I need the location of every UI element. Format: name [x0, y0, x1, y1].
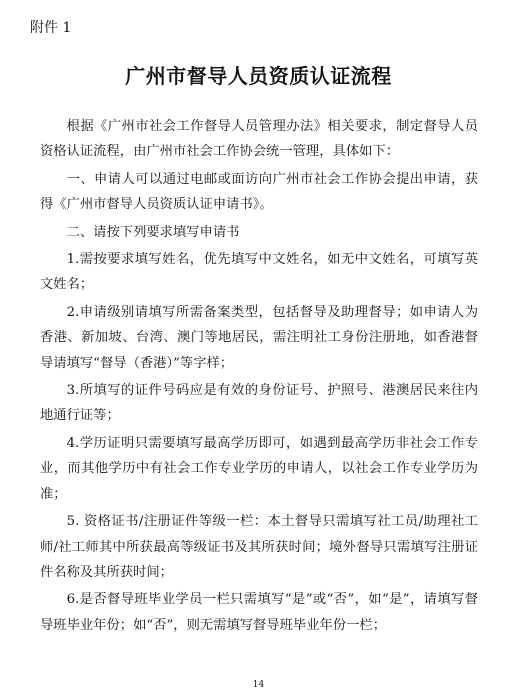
annex-label: 附件 1	[30, 20, 72, 36]
paragraph-item-2: 2.申请级别请填写所需备案类型，包括督导及助理督导；如申请人为香港、新加坡、台湾、澳门等地居民，需注明社工身份注册地，如香港督导请填写“督导（香港）”等字样；	[40, 304, 478, 371]
document-body	[40, 114, 478, 640]
paragraph-step-2-heading: 二、请按下列要求填写申请书	[66, 224, 240, 240]
paragraph-item-4: 4.学历证明只需要填写最高学历即可，如遇到最高学历非社会工作专业，而其他学历中有社会工作专业学历的申请人，以社会工作专业学历为准；	[40, 435, 478, 502]
paragraph-step-1: 一、申请人可以通过电邮或面访向广州市社会工作协会提出申请，获得《广州市督导人员资质认证申请书》。	[40, 171, 478, 213]
paragraph-item-1: 1.需按要求填写姓名，优先填写中文姓名，如无中文姓名，可填写英文姓名；	[40, 252, 478, 293]
paragraph-intro: 根据《广州市社会工作督导人员管理办法》相关要求，制定督导人员资格认证流程，由广州市社会工作协会统一管理，具体如下：	[40, 119, 478, 160]
paragraph-item-3: 3.所填写的证件号码应是有效的身份证号、护照号、港澳居民来往内地通行证等；	[40, 383, 478, 424]
document-title: 广州市督导人员资质认证流程	[125, 64, 392, 88]
paragraph-item-5: 5. 资格证书/注册证件等级一栏：本土督导只需填写社工员/助理社工师/社工师其中所获最高等级证书及其所获时间；境外督导只需填写注册证件名称及其所获时间；	[40, 514, 478, 580]
page-number: 14	[252, 680, 265, 690]
paragraph-item-6: 6.是否督导班毕业学员一栏只需填写“是”或“否”，如“是”，请填写督导班毕业年份；如“否”，则无需填写督导班毕业年份一栏；	[40, 592, 478, 633]
